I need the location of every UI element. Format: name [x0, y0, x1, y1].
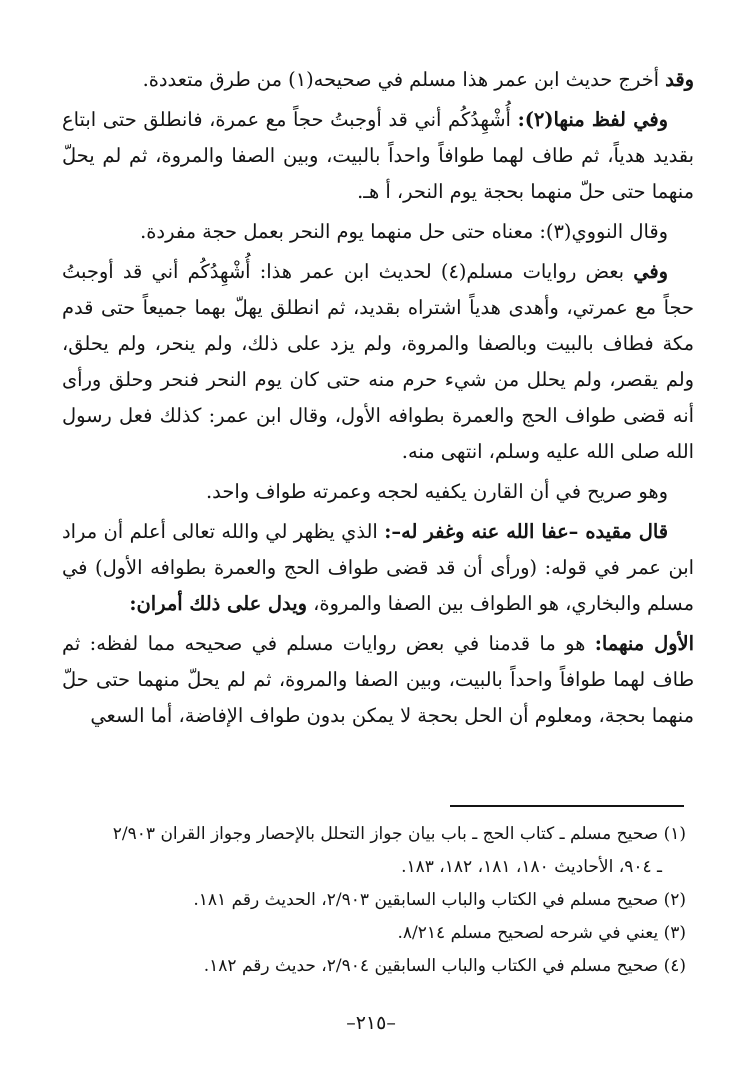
- paragraph-4: [62, 254, 694, 470]
- paragraph-2: [62, 102, 694, 210]
- footnote-separator: [450, 805, 684, 807]
- footnote-1: (١) صحيح مسلم ـ كتاب الحج ـ باب بيان جواز التحلل بالإحصار وجواز القران ٢/٩٠٣: [112, 824, 686, 844]
- paragraph-4-lead: وفي: [633, 260, 668, 283]
- paragraph-6-lead: قال مقيده –عفا الله عنه وغفر له–:: [384, 520, 668, 543]
- paragraph-5-text: وهو صريح في أن القارن يكفيه لحجه وعمرته طواف واحد.: [206, 480, 668, 503]
- footnote-4: (٤) صحيح مسلم في الكتاب والباب السابقين ٢/٩٠٤، حديث رقم ١٨٢.: [203, 956, 686, 976]
- paragraph-6-tail: ويدل على ذلك أمران:: [129, 592, 307, 615]
- footnote-2: (٢) صحيح مسلم في الكتاب والباب السابقين ٢/٩٠٣، الحديث رقم ١٨١.: [193, 890, 686, 910]
- paragraph-7-text: هو ما قدمنا في بعض روايات مسلم في صحيحه مما لفظه: ثم طاف لهما طوافاً واحداً بالبيت، وبين الصفا والمروة، ثم لم يحلّ منهما حتى حلّ منهما بحجة، ومعلوم أن الحل بحجة لا يمكن بدون طواف الإفاضة، أما السعي: [62, 632, 694, 727]
- paragraph-6-text: الذي يظهر لي والله تعالى أعلم أن مراد ابن عمر في قوله: (ورأى أن قد قضى طواف الحج والعمرة بطوافه الأول) في مسلم والبخاري، هو الطواف بين الصفا والمروة،: [62, 520, 694, 615]
- paragraph-2-text: أُشْهِدُكُم أني قد أوجبتُ حجاً مع عمرة، فانطلق حتى ابتاع بقديد هدياً، ثم طاف لهما طوافاً واحداً بالبيت، وبين الصفا والمروة، ثم لم يحلّ منهما حتى حلّ منهما بحجة يوم النحر، أ هـ.: [62, 108, 694, 203]
- paragraph-1-lead: وقد: [665, 68, 694, 91]
- paragraph-3-text: وقال النووي(٣): معناه حتى حل منهما يوم النحر بعمل حجة مفردة.: [140, 220, 668, 243]
- paragraph-6: [62, 514, 694, 622]
- paragraph-5: [62, 474, 694, 510]
- footnotes: [62, 818, 686, 983]
- paragraph-7: [62, 626, 694, 734]
- page-number: –٢١٥–: [346, 1012, 396, 1034]
- footnote-3: (٣) يعني في شرحه لصحيح مسلم ٨/٢١٤.: [397, 923, 686, 943]
- paragraph-3: [62, 214, 694, 250]
- paragraph-4-text: بعض روايات مسلم(٤) لحديث ابن عمر هذا: أُشْهِدُكُم أني قد أوجبتُ حجاً مع عمرتي، وأهدى هدياً اشتراه بقديد، ثم انطلق يهلّ بهما جميعاً حتى قدم مكة فطاف بالبيت وبالصفا والمروة، ولم يزد على ذلك، ولم ينحر، ولم يحلق، ولم يقصر، ولم يحلل من شيء حرم منه حتى كان يوم النحر فنحر وحلق ورأى أنه قضى طواف الحج والعمرة بطوافه الأول، وقال ابن عمر: كذلك فعل رسول الله صلى الله عليه وسلم، انتهى منه.: [62, 260, 694, 463]
- paragraph-7-lead: الأول منهما:: [594, 632, 694, 655]
- paragraph-1: [62, 62, 694, 98]
- footnote-1-continued: ـ ٩٠٤، الأحاديث ١٨٠، ١٨١، ١٨٢، ١٨٣.: [401, 857, 662, 877]
- main-text: [62, 62, 694, 738]
- paragraph-1-text: أخرج حديث ابن عمر هذا مسلم في صحيحه(١) من طرق متعددة.: [142, 68, 666, 91]
- paragraph-2-lead: وفي لفظ منها(٢):: [517, 108, 668, 131]
